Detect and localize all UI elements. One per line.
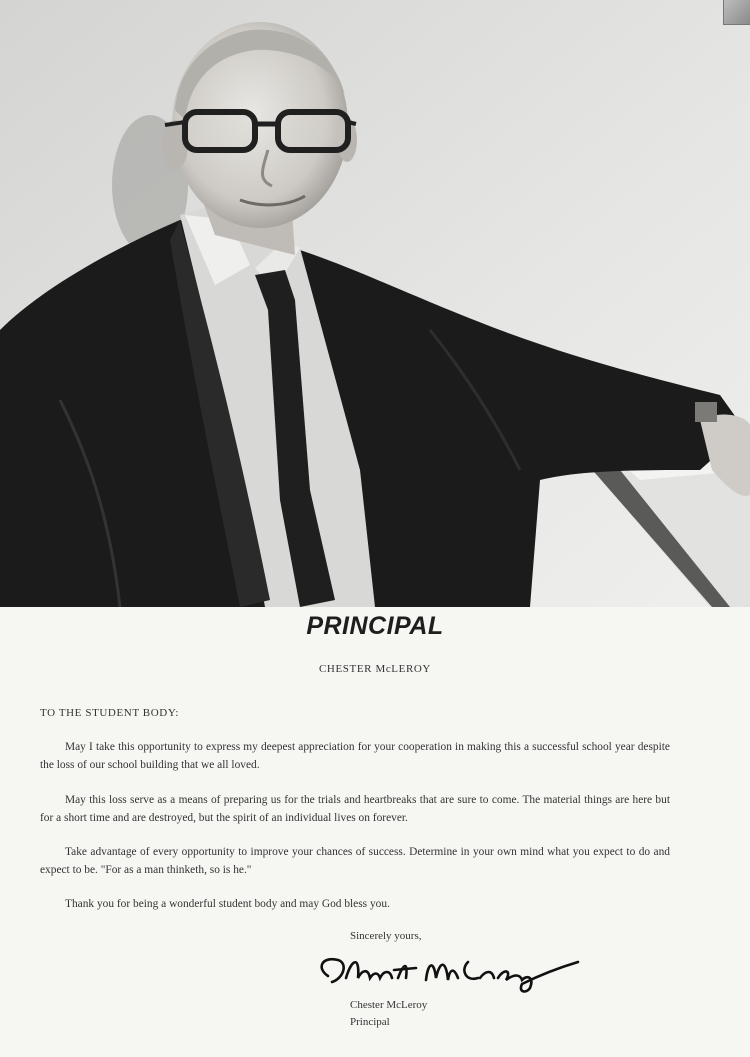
signer-title: Principal bbox=[350, 1016, 390, 1028]
page-title: PRINCIPAL bbox=[306, 612, 444, 640]
salutation: TO THE STUDENT BODY: bbox=[40, 707, 180, 719]
closing: Sincerely yours, bbox=[350, 930, 422, 942]
principal-name: CHESTER McLEROY bbox=[319, 663, 431, 675]
handwritten-signature bbox=[308, 948, 588, 998]
letter-paragraph: Take advantage of every opportunity to improve your chances of success. Determine in your own mind what you expect to do and expect to be. "For as a man thinketh, so is he." bbox=[40, 846, 670, 876]
letter-paragraph: May this loss serve as a means of preparing us for the trials and heartbreaks that are sure to come. The material things are here but for a short time and are destroyed, but the spirit of an individual lives on forever. bbox=[40, 794, 670, 824]
letter-paragraph: May I take this opportunity to express my deepest appreciation for your cooperation in making this a successful school year despite the loss of our school building that we all loved. bbox=[40, 741, 670, 771]
page-corner-tab bbox=[723, 0, 750, 25]
signer-name: Chester McLeroy bbox=[350, 999, 428, 1011]
letter-paragraph: Thank you for being a wonderful student body and may God bless you. bbox=[65, 898, 390, 910]
